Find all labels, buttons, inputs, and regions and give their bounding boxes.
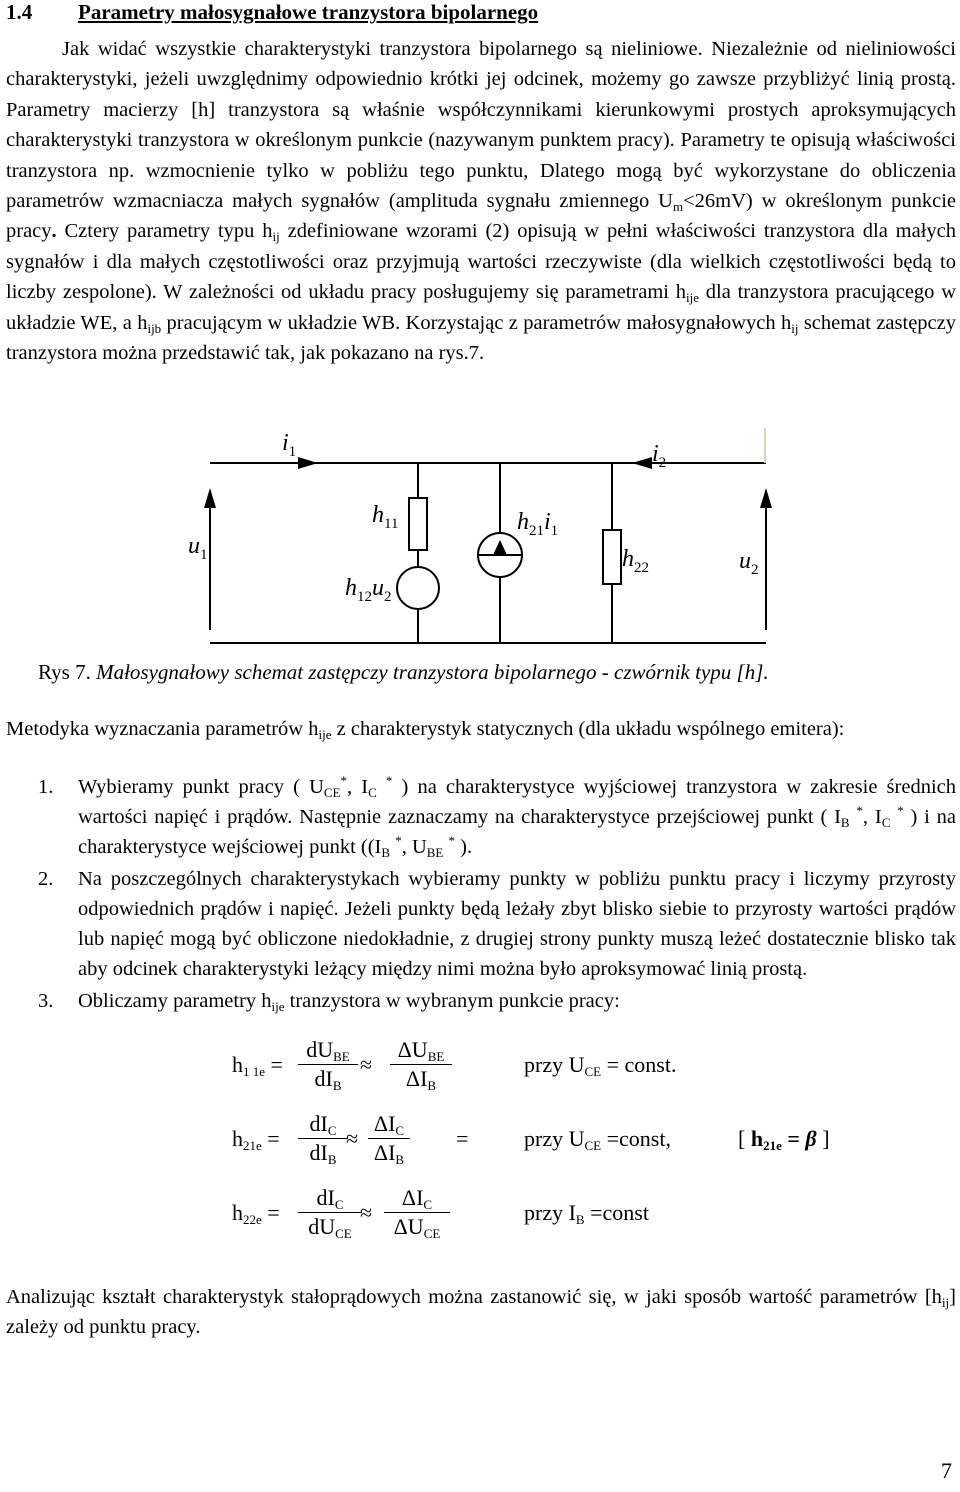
h22-resistor [603,530,621,584]
list-item: 1. Wybieramy punkt pracy ( $U_{CE}^*$, $I_C$ * ) na charakterystyce wyjściowej tranzystora w zakresie średnich wartości napięć i prądów. Następnie zaznaczamy na charakterystyce przejściowej punkt ( $I_B$ *, $I_C$ * ) i na charakterystyce wejściowej punkt (($I_B$ *, $U_{BE}$ * ). [38,773,957,860]
method-intro: Metodyka wyznaczania parametrów $h_{ije}$ z charakterystyk statycznych (dla układu wspólnego emitera): [6,718,845,742]
page-number: 7 [941,1458,952,1483]
label-h12u2: $h_{12}u_2$ [345,575,392,605]
section-title: Parametry małosygnałowe tranzystora bipolarnego [78,0,539,24]
label-i1: $i_1$ [282,430,297,460]
label-u1: $u_1$ [188,533,208,563]
h-parameter-circuit-diagram [0,0,960,660]
method-steps-list [6,772,956,1018]
section-number: 1.4 [6,0,33,24]
h11-resistor [409,498,427,550]
i2-arrowhead [632,457,652,469]
intro-paragraph: Jak widać wszystkie charakterystyki tranzystora bipolarnego są nieliniowe. Niezależnie od nieliniowości charakterystyki, jeżeli uwzględnimy odpowiednio krótki jej odcinek, możemy go zawsze przybliżyć linią prostą. Parametry macierzy [h] tranzystora są właśnie współczynnikami kierunkowymi prostych aproksymujących charakterystyki tranzystora w określonym punkcie (nazywanym punktem pracy). Parametry te opisują właściwości tranzystora np. wzmocnienie tylko w pobliżu tego punktu, Dlatego mogą być wykorzystane do obliczenia parametrów wzmacniacza małych sygnałów (amplituda sygnału zmiennego $U_m<26mV$) w określonym punkcie pracy. Cztery parametry typu $h_{ij}$ zdefiniowane wzorami (2) opisują w pełni właściwości tranzystora dla małych sygnałów i dla małych częstotliwości oraz przyjmują wartości rzeczywiste (dla wielkich częstotliwości będą to liczby zespolone). W zależności od układu pracy posługujemy się parametrami $h_{ije}$ dla tranzystora pracującego w układzie WE, a $h_{ijb}$ pracującym w układzie WB. Korzystając z parametrów małosygnałowych $h_{ij}$ schemat zastępczy tranzystora można przedstawić tak, jak pokazano na rys.7. [6,38,957,365]
label-i2: $i_2$ [652,441,667,471]
i1-arrowhead [298,457,318,469]
label-u2: $u_2$ [739,548,759,578]
figure-caption: Rys 7. Małosygnałowy schemat zastępczy tranzystora bipolarnego - czwórnik typu [h]. [38,660,769,684]
label-h11: $h_{11}$ [372,502,399,532]
label-h21i1: $h_{21}i_1$ [517,509,559,539]
h12-voltage-source [397,567,439,609]
closing-paragraph: Analizując kształt charakterystyk stałoprądowych można zastanowić się, w jaki sposób wartość parametrów $[h_{ij}]$ zależy od punktu pracy. [6,1286,956,1339]
label-h22: $h_{22}$ [622,546,649,576]
list-item: 2. Na poszczególnych charakterystykach wybieramy punkty w pobliżu punktu pracy i liczymy przyrosty odpowiednich prądów i napięć. Jeżeli punkty będą leżały zbyt blisko siebie to przyrosty wartości prądów lub napięć mogą być obliczone niedokładnie, z drugiej strony punkty muszą leżeć dostatecznie blisko tak aby odcinek charakterystyki leżący między nimi można było aproksymować linią prostą. [38,868,956,980]
list-item: 3. Obliczamy parametry $h_{ije}$ tranzystora w wybranym punkcie pracy: [38,990,620,1014]
